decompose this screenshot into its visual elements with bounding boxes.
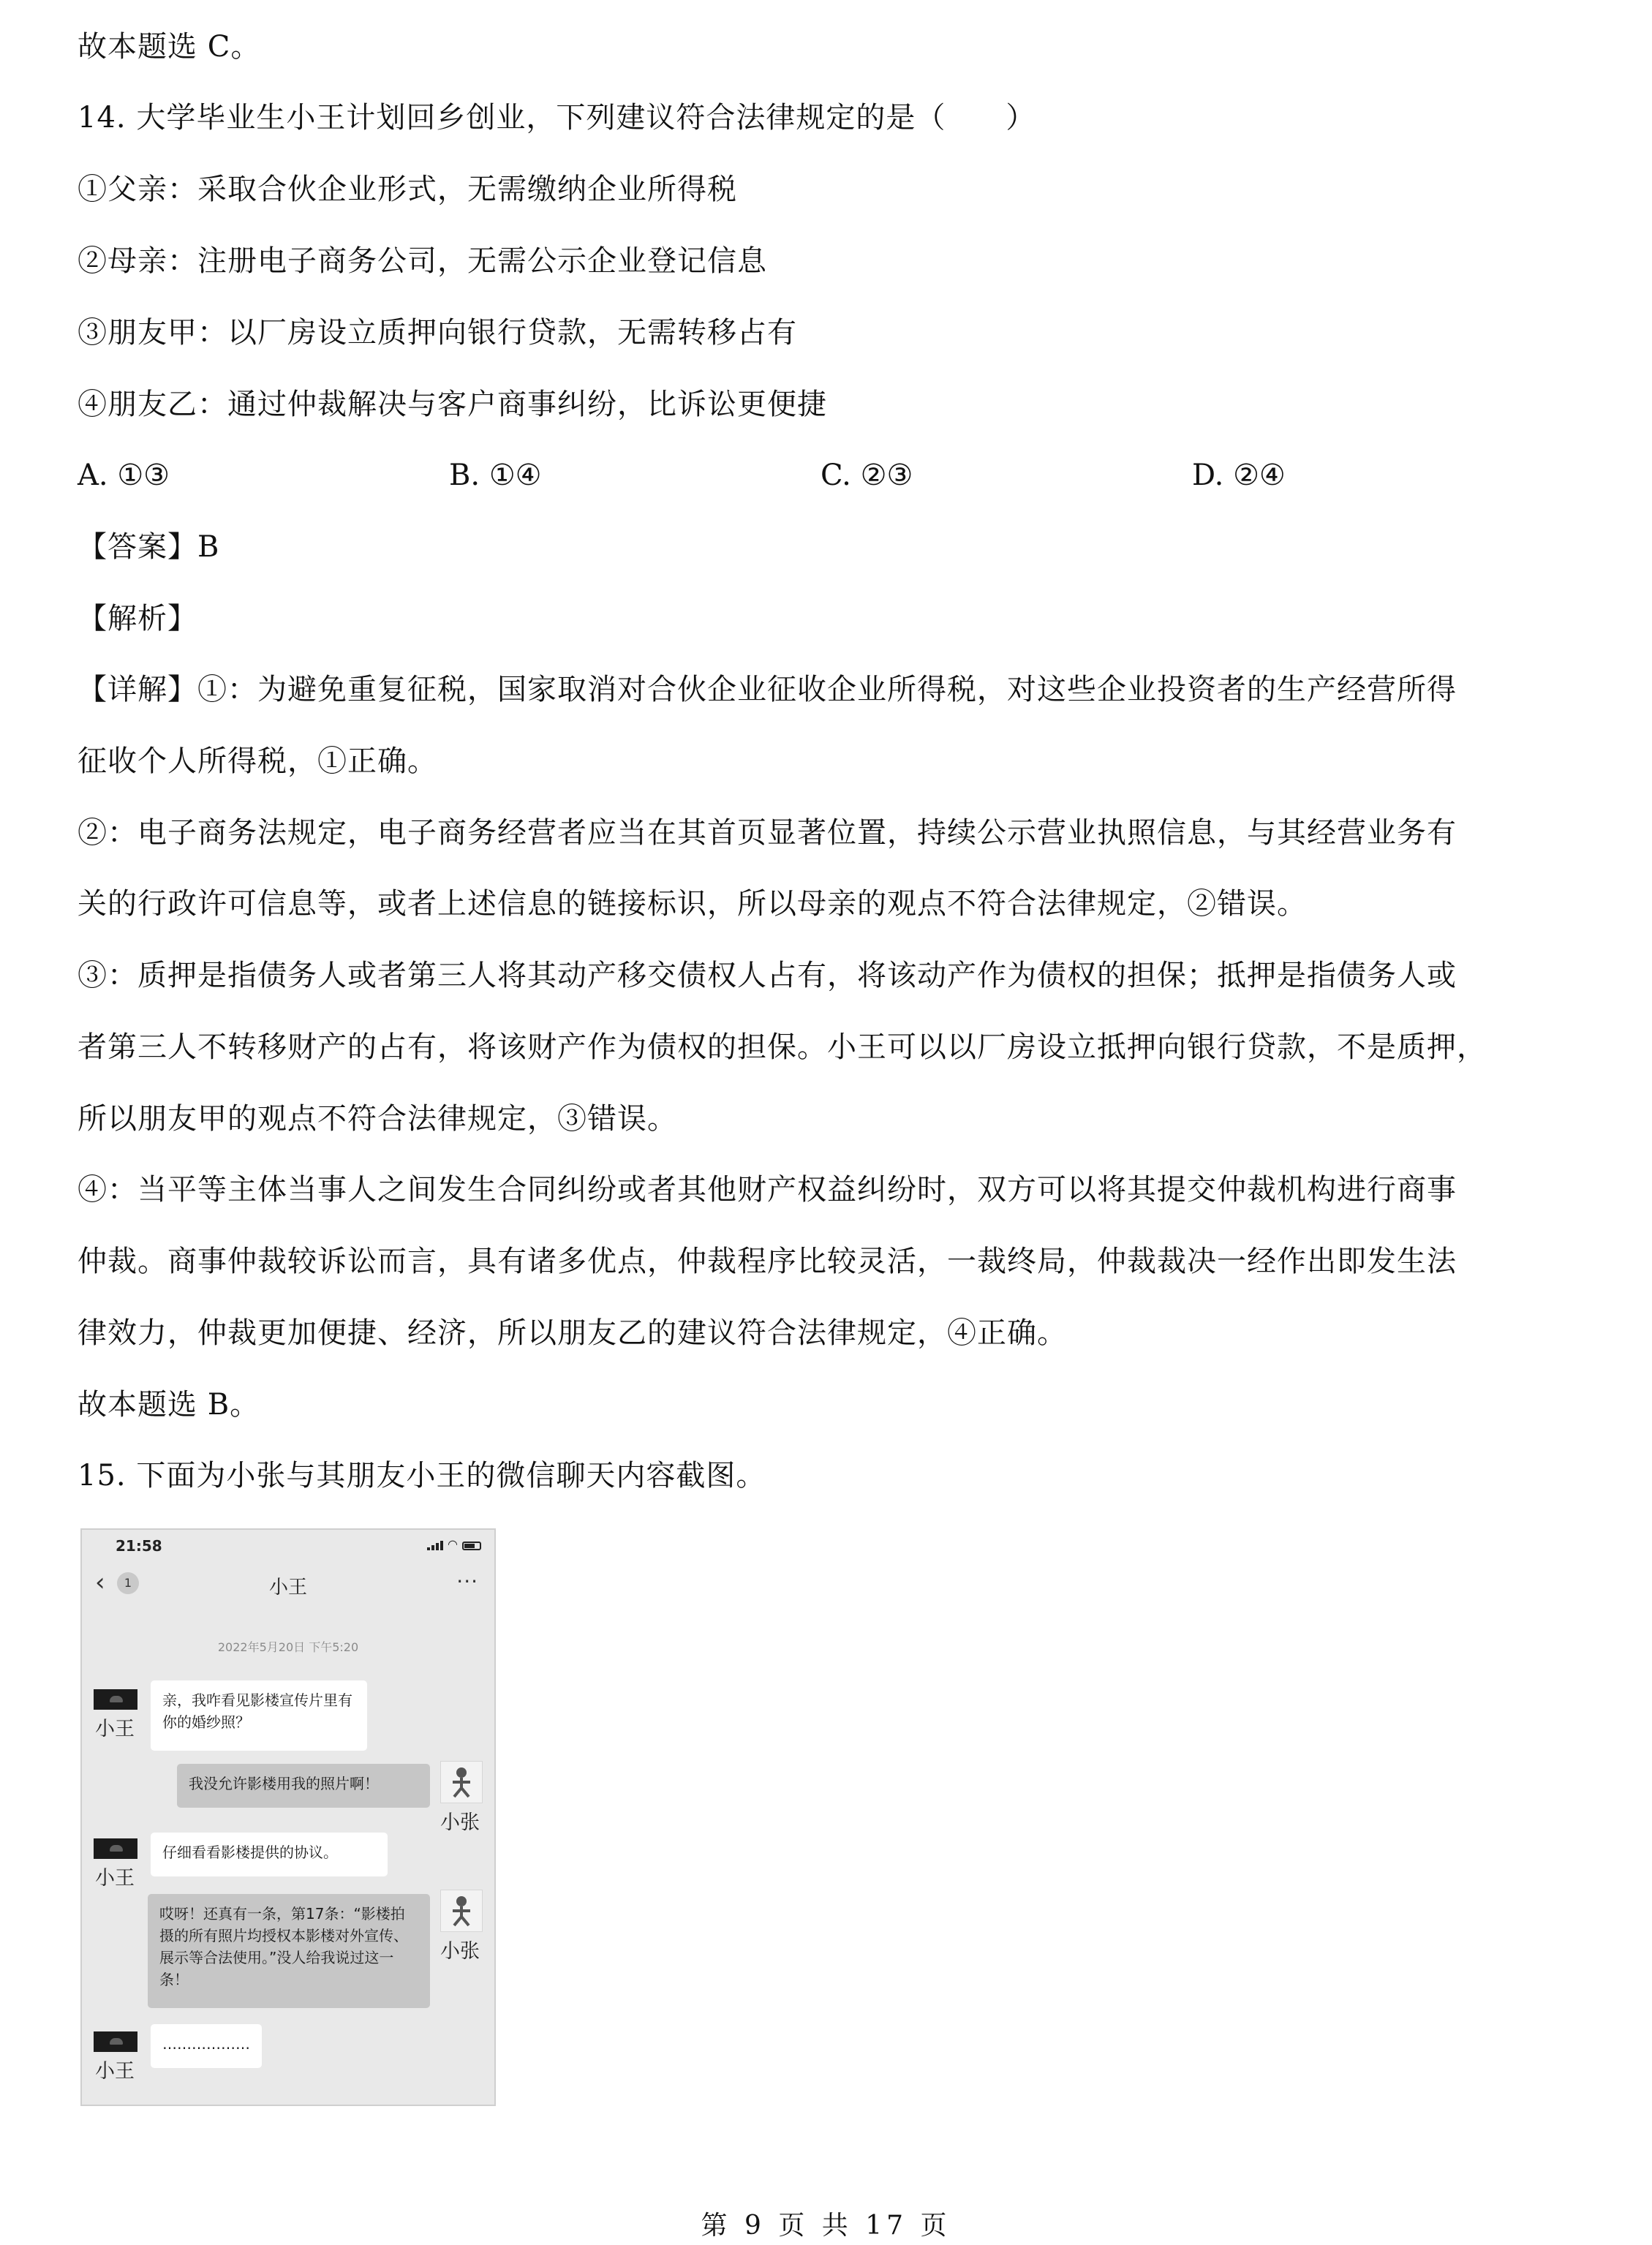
wifi-icon: ◠ (448, 1537, 458, 1551)
signal-icon (427, 1541, 443, 1550)
analysis-heading: 【解析】 (78, 602, 197, 635)
option-b: B. ①④ (449, 459, 542, 492)
detail-line: ②：电子商务法规定，电子商务经营者应当在其首页显著位置，持续公示营业执照信息，与其经营业务有 (78, 816, 1457, 850)
avatar (440, 1761, 483, 1803)
unread-badge: 1 (117, 1572, 139, 1594)
status-time: 21:58 (116, 1537, 162, 1555)
detail-line: 所以朋友甲的观点不符合法律规定，③错误。 (78, 1102, 677, 1136)
chat-nav-bar (82, 1562, 494, 1606)
sender-name: 小王 (95, 1718, 135, 1740)
detail-line: 者第三人不转移财产的占有，将该财产作为债权的担保。小王可以以厂房设立抵押向银行贷款，不是质押， (78, 1030, 1487, 1064)
sender-name: 小张 (440, 1811, 480, 1834)
message-bubble: 我没允许影楼用我的照片啊！ (177, 1764, 430, 1808)
battery-icon (462, 1542, 481, 1550)
text-line: 故本题选 B。 (78, 1388, 260, 1422)
sender-name: 小张 (440, 1940, 480, 1963)
text-line: 故本题选 C。 (78, 30, 261, 64)
statement-3: ③朋友甲：以厂房设立质押向银行贷款，无需转移占有 (78, 316, 797, 350)
statement-1: ①父亲：采取合伙企业形式，无需缴纳企业所得税 (78, 173, 737, 206)
avatar (94, 1689, 137, 1710)
sender-name: 小王 (95, 1867, 135, 1890)
detail-line: ③：质押是指债务人或者第三人将其动产移交债权人占有，将该动产作为债权的担保；抵押是指债务人或 (78, 959, 1457, 992)
message-bubble: 仔细看看影楼提供的协议。 (151, 1833, 388, 1876)
page-footer: 第 9 页 共 17 页 (701, 2211, 951, 2241)
status-icons (427, 1539, 481, 1550)
detail-line: 【详解】①：为避免重复征税，国家取消对合伙企业征收企业所得税，对这些企业投资者的生产经营所得 (78, 673, 1457, 706)
question-15-stem: 15. 下面为小张与其朋友小王的微信聊天内容截图。 (78, 1459, 766, 1493)
sender-name: 小王 (95, 2060, 135, 2083)
message-bubble: ……………… (151, 2024, 262, 2068)
avatar (440, 1890, 483, 1932)
message-bubble: 亲，我咋看见影楼宣传片里有你的婚纱照？ (151, 1680, 367, 1751)
option-d: D. ②④ (1192, 459, 1286, 492)
status-bar (82, 1530, 494, 1562)
detail-line: 仲裁。商事仲裁较诉讼而言，具有诸多优点，仲裁程序比较灵活，一裁终局，仲裁裁决一经作出即发生法 (78, 1245, 1457, 1278)
statement-4: ④朋友乙：通过仲裁解决与客户商事纠纷，比诉讼更便捷 (78, 388, 827, 421)
avatar (94, 2031, 137, 2052)
detail-line: 关的行政许可信息等，或者上述信息的链接标识，所以母亲的观点不符合法律规定，②错误。 (78, 887, 1307, 921)
detail-line: 征收个人所得税，①正确。 (78, 744, 437, 778)
avatar (94, 1838, 137, 1859)
message-bubble: 哎呀！还真有一条，第17条：“影楼拍摄的所有照片均授权本影楼对外宣传、展示等合法使用。”没人给我说过这一条！ (148, 1894, 430, 2008)
back-icon[interactable]: ‹ (95, 1568, 105, 1597)
question-14-stem: 14. 大学毕业生小王计划回乡创业，下列建议符合法律规定的是（ ） (78, 101, 1036, 135)
chat-title: 小王 (268, 1577, 307, 1599)
detail-line: ④：当平等主体当事人之间发生合同纠纷或者其他财产权益纠纷时，双方可以将其提交仲裁机构进行商事 (78, 1173, 1457, 1207)
answer-line: 【答案】B (78, 530, 220, 564)
more-icon[interactable]: ··· (456, 1569, 478, 1593)
statement-2: ②母亲：注册电子商务公司，无需公示企业登记信息 (78, 244, 767, 278)
option-a: A. ①③ (78, 459, 170, 492)
wechat-screenshot (80, 1528, 496, 2106)
chat-timestamp: 2022年5月20日 下午5:20 (217, 1640, 359, 1654)
option-c: C. ②③ (821, 459, 913, 492)
detail-line: 律效力，仲裁更加便捷、经济，所以朋友乙的建议符合法律规定，④正确。 (78, 1316, 1067, 1350)
